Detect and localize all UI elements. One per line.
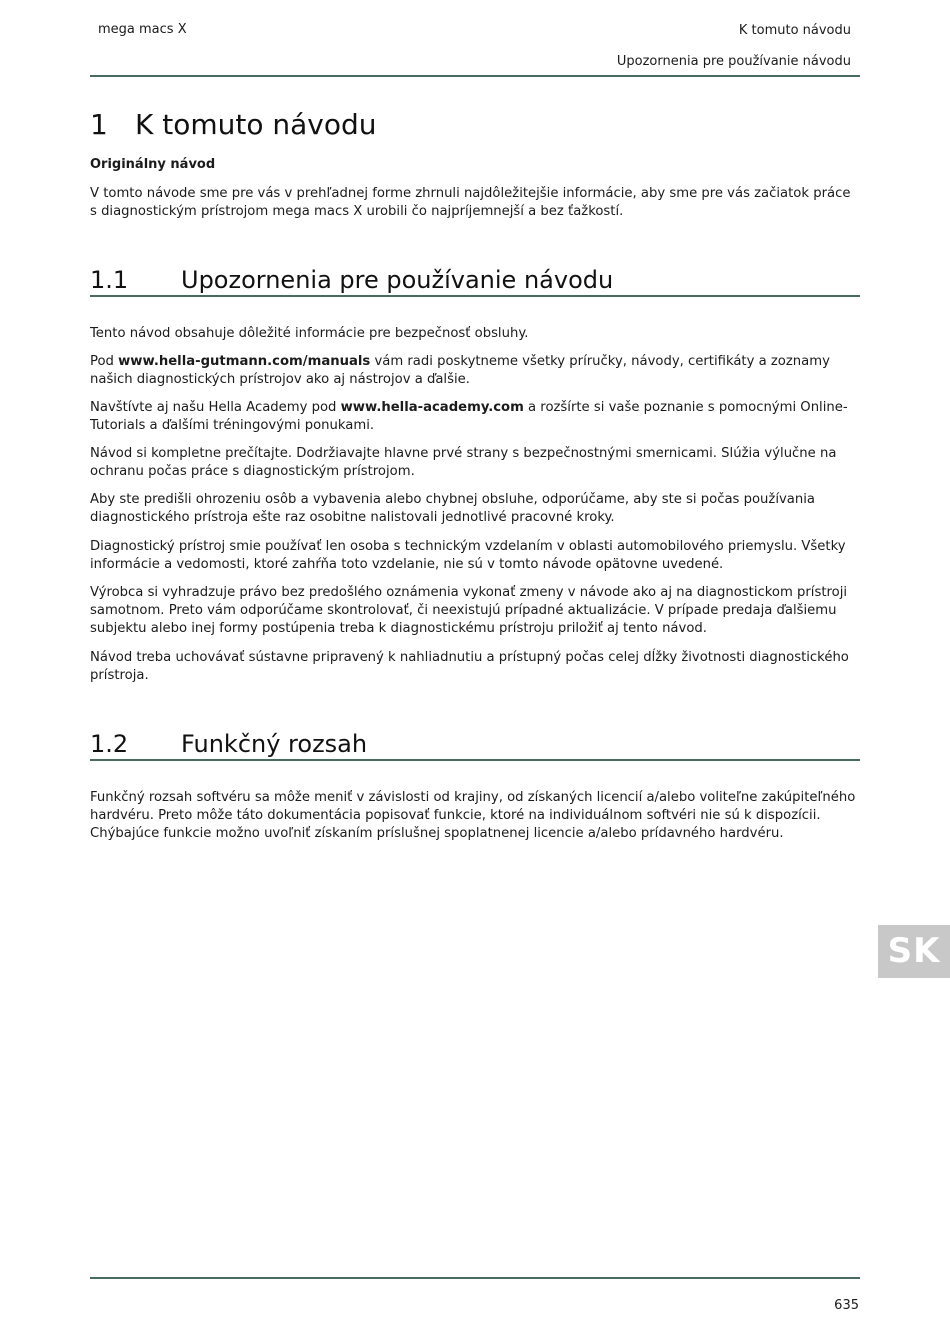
language-tab: SK <box>878 925 950 978</box>
chapter-title: K tomuto návodu <box>135 108 377 141</box>
chapter-subtitle: Originálny návod <box>90 157 216 172</box>
section-number: 1.2 <box>90 730 129 758</box>
chapter-number: 1 <box>90 108 108 141</box>
paragraph: Navštívte aj našu Hella Academy pod www.hella-academy.com a rozšírte si vaše poznanie s pomocnými Online-Tutorials a ďalšími tréningovými ponukami. <box>90 400 848 433</box>
header-section: Upozornenia pre používanie návodu <box>616 54 851 69</box>
header-product: mega macs X <box>98 22 187 37</box>
chapter-intro: V tomto návode sme pre vás v prehľadnej forme zhrnuli najdôležitejšie informácie, aby sme pre vás začiatok práce s diagnostickým prístrojom mega macs X urobili čo najpríjemnejší a bez ťažkostí. <box>90 186 851 219</box>
academy-link[interactable]: www.hella-academy.com <box>340 400 524 415</box>
chapter-heading <box>90 108 377 141</box>
paragraph: Výrobca si vyhradzuje právo bez predošlého oznámenia vykonať zmeny v návode ako aj na diagnostickom prístroji samotnom. Preto vám odporúčame skontrolovať, či neexistujú prípadné aktualizácie. V prípade predaja ďalšiemu subjektu alebo inej formy postúpenia treba k diagnostickému prístroju priložiť aj tento návod. <box>90 585 848 636</box>
page-number: 635 <box>834 1298 859 1313</box>
paragraph: Návod treba uchovávať sústavne pripravený k nahliadnutiu a prístupný počas celej dĺžky životnosti diagnostického prístroja. <box>90 650 849 683</box>
section-1-2-heading <box>90 730 367 758</box>
section-1-1-heading <box>90 266 613 294</box>
header-rule <box>90 75 860 77</box>
paragraph: Funkčný rozsah softvéru sa môže meniť v závislosti od krajiny, od získaných licencií a/alebo voliteľne zakúpiteľného hardvéru. Preto môže táto dokumentácia popisovať funkcie, ktoré na individuálnom softvéri nie sú k dispozícii. Chýbajúce funkcie možno uvoľniť získaním príslušnej spoplatnenej licencie a/alebo prídavného hardvéru. <box>90 790 856 841</box>
paragraph: Návod si kompletne prečítajte. Dodržiavajte hlavne prvé strany s bezpečnostnými smernicami. Slúžia výlučne na ochranu počas práce s diagnostickým prístrojom. <box>90 446 837 479</box>
section-1-1-rule <box>90 295 860 297</box>
section-title: Upozornenia pre používanie návodu <box>181 266 614 294</box>
paragraph: Diagnostický prístroj smie používať len osoba s technickým vzdelaním v oblasti automobilového priemyslu. Všetky informácie a vedomosti, ktoré zahŕňa toto vzdelanie, nie sú v tomto návode opätovne uvedené. <box>90 539 846 572</box>
paragraph: Aby ste predišli ohrozeniu osôb a vybavenia alebo chybnej obsluhe, odporúčame, aby ste si počas používania diagnostického prístroja ešte raz osobitne nalistovali jednotlivé pracovné kroky. <box>90 492 815 525</box>
paragraph: Pod www.hella-gutmann.com/manuals vám radi poskytneme všetky príručky, návody, certifikáty a zoznamy našich diagnostických prístrojov ako aj nástrojov a ďalšie. <box>90 354 830 387</box>
paragraph: Tento návod obsahuje dôležité informácie pre bezpečnosť obsluhy. <box>90 326 529 341</box>
manuals-link[interactable]: www.hella-gutmann.com/manuals <box>118 354 371 369</box>
header-chapter: K tomuto návodu <box>738 23 851 38</box>
section-title: Funkčný rozsah <box>181 730 368 758</box>
footer-rule <box>90 1277 860 1279</box>
section-number: 1.1 <box>90 266 129 294</box>
section-1-2-rule <box>90 759 860 761</box>
